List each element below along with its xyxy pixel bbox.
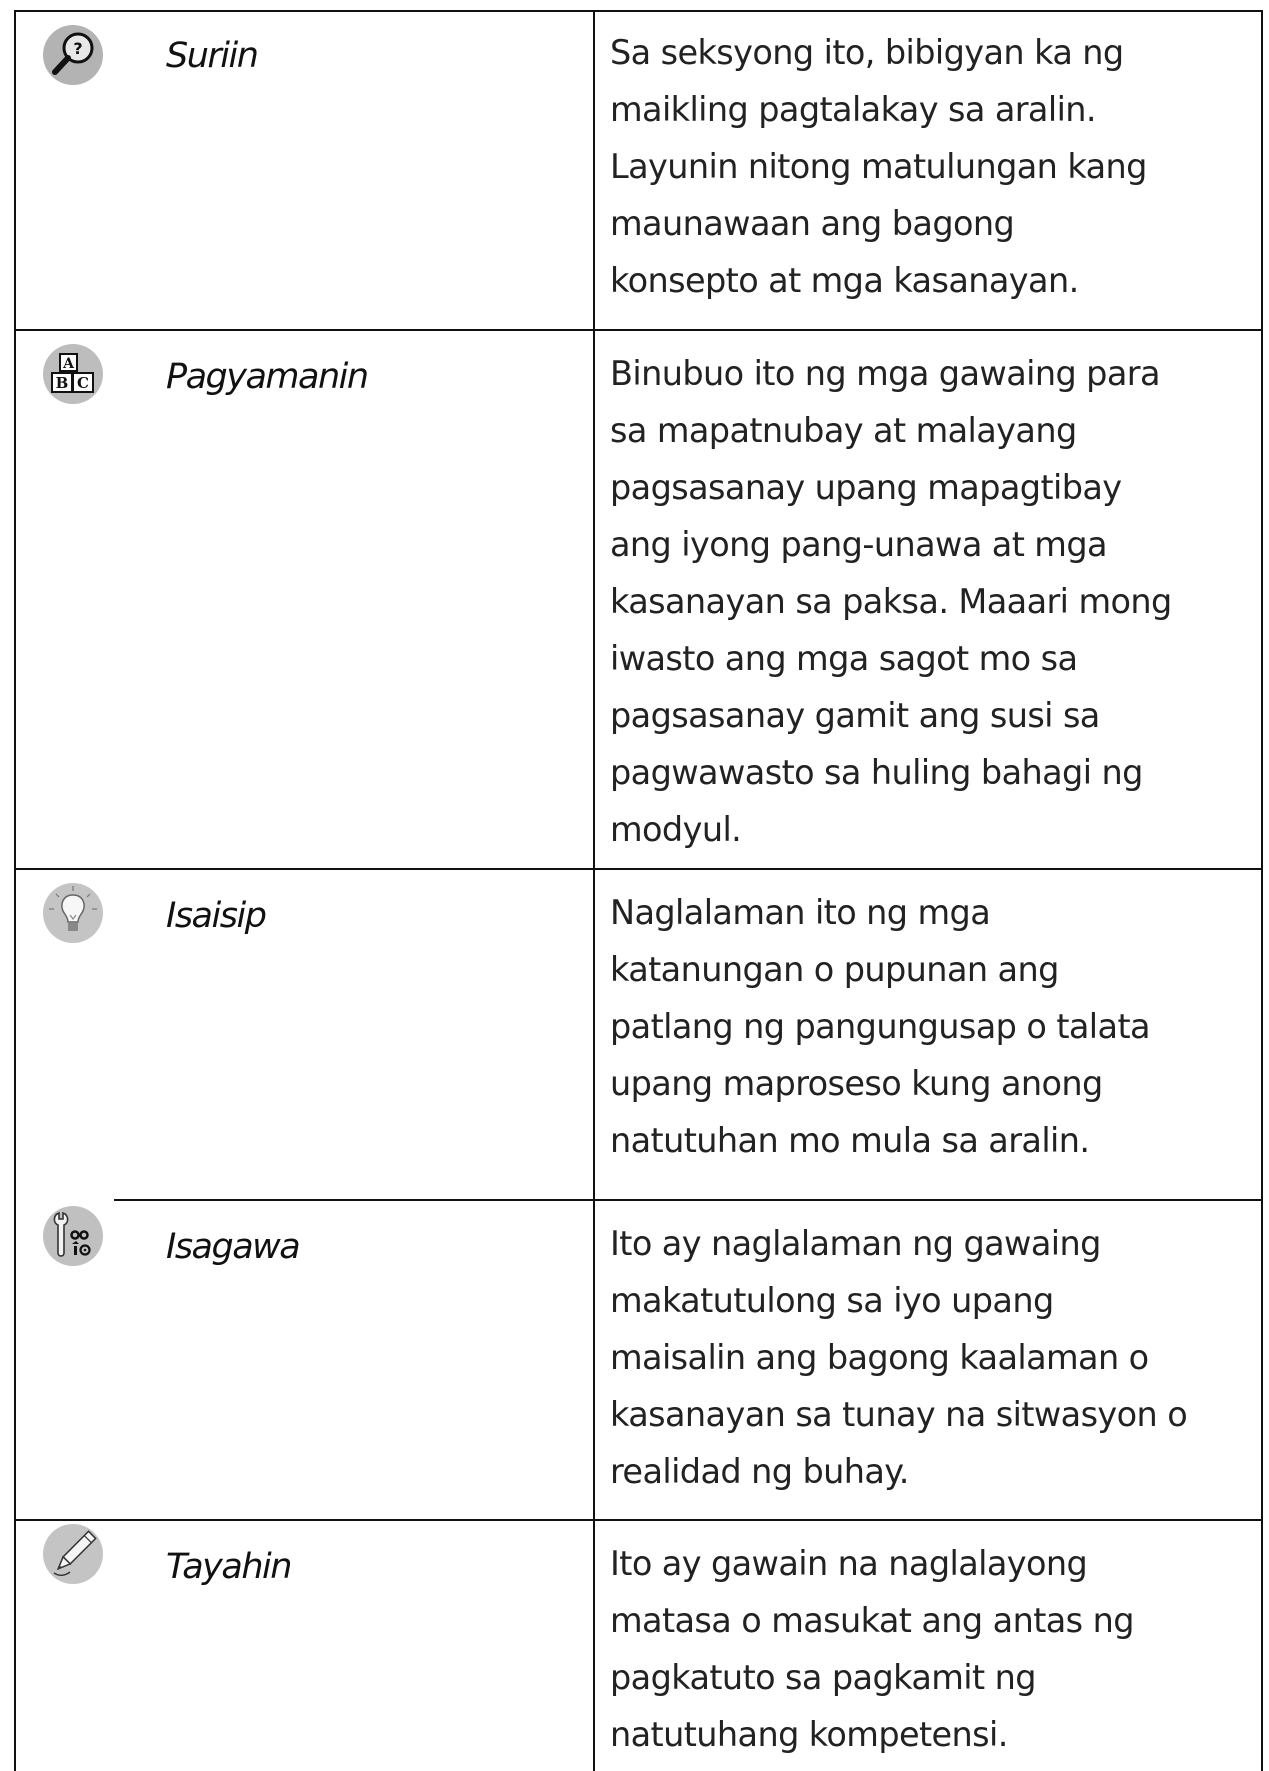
svg-text:?: ? xyxy=(73,39,83,58)
row-label: Tayahin xyxy=(166,1547,291,1587)
block-letter-b: B xyxy=(55,374,69,392)
abc-blocks-icon xyxy=(42,343,104,405)
row-description: Sa seksyong ito, bibigyan ka ng maikling pagtalakay sa aralin. Layunin nitong matulungan kang maunawaan ang bagong konsepto at mga kasanayan. xyxy=(610,33,1147,300)
block-letter-a: A xyxy=(63,356,74,372)
table-row-pagyamanin xyxy=(14,331,1263,868)
lesson-parts-table xyxy=(14,10,1263,1771)
tools-icon xyxy=(42,1205,104,1267)
row-label: Suriin xyxy=(166,36,258,76)
magnifier-question-icon xyxy=(42,24,104,86)
row-label: Isagawa xyxy=(166,1227,300,1267)
row-description: Ito ay naglalaman ng gawaing makatutulong sa iyo upang maisalin ang bagong kaalaman o kasanayan sa tunay na sitwasyon o realidad ng buhay. xyxy=(610,1224,1188,1491)
table-row-suriin xyxy=(14,10,1263,329)
block-letter-c: C xyxy=(77,374,89,392)
row-label: Isaisip xyxy=(166,896,266,936)
row-description: Binubuo ito ng mga gawaing para sa mapatnubay at malayang pagsasanay upang mapagtibay ang iyong pang-unawa at mga kasanayan sa paksa. Maaari mong iwasto ang mga sagot mo sa pagsasanay gamit ang susi sa pagwawasto sa huling bahagi ng modyul. xyxy=(610,354,1172,849)
table-row-isaisip xyxy=(14,870,1263,1199)
lightbulb-icon xyxy=(42,882,104,944)
table-row-isagawa xyxy=(14,1201,1263,1519)
pencil-icon xyxy=(42,1523,104,1585)
row-label: Pagyamanin xyxy=(166,357,368,397)
table-row-tayahin xyxy=(14,1521,1263,1771)
row-description: Naglalaman ito ng mga katanungan o pupunan ang patlang ng pangungusap o talata upang maproseso kung anong natutuhan mo mula sa aralin. xyxy=(610,893,1150,1160)
row-description: Ito ay gawain na naglalayong matasa o masukat ang antas ng pagkatuto sa pagkamit ng natutuhang kompetensi. xyxy=(610,1544,1134,1754)
